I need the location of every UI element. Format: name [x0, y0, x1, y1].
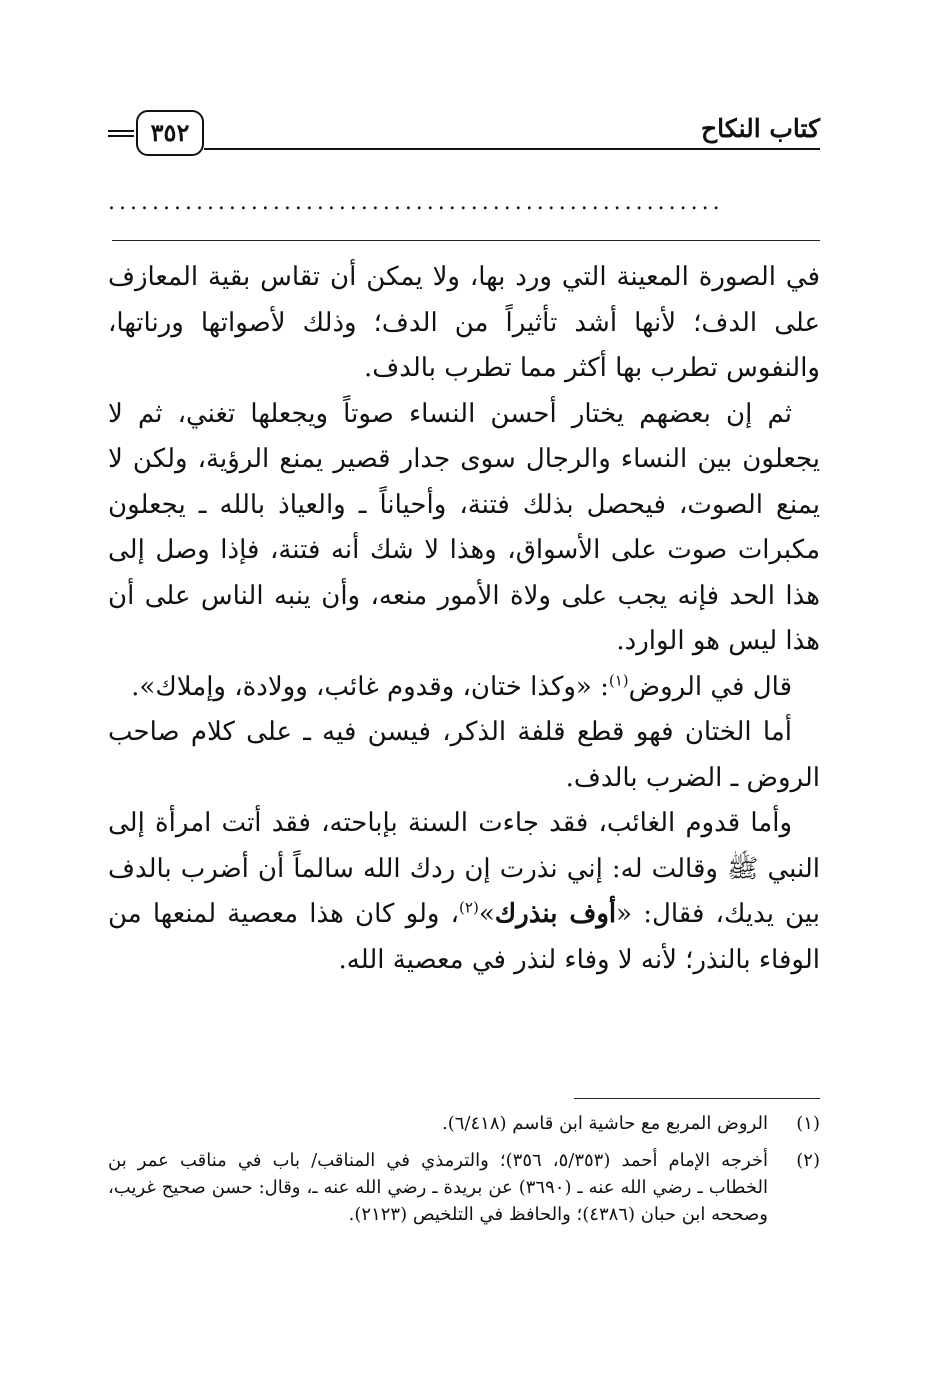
paragraph-5-quote-close: »: [478, 899, 495, 929]
footnote-2: [108, 1147, 820, 1228]
footnote-ref-1[interactable]: (١): [608, 670, 629, 689]
hadith-quote: أوف بنذرك: [494, 899, 617, 929]
header-rule-left: [108, 130, 134, 132]
paragraph-3-text-a: قال في الروض: [628, 671, 792, 702]
footnote-rule: [574, 1098, 820, 1099]
footnote-number: (٢): [796, 1150, 820, 1171]
footnote-number: (١): [796, 1113, 820, 1134]
paragraph-3: [108, 665, 820, 711]
paragraph-1: في الصورة المعينة التي ورد بها، ولا يمكن أن تقاس بقية المعازف على الدف؛ لأنها أشد تأثيراً من الدف؛ وذلك لأصواتها ورناتها، والنفوس تطرب بها أكثر مما تطرب بالدف.: [108, 262, 820, 383]
paragraph-5-text-c: ، ولو كان هذا معصية لمنعها من الوفاء بالنذر؛ لأنه لا وفاء لنذر في معصية الله.: [108, 899, 820, 975]
footnote-1: [108, 1110, 820, 1137]
page-header: [108, 104, 820, 162]
page-number: ٣٥٢: [136, 110, 204, 156]
header-rule: [204, 148, 820, 150]
footnotes: [108, 1110, 820, 1238]
paragraph-3-text-b: : «وكذا ختان، وقدوم غائب، وولادة، وإملاك».: [131, 671, 609, 702]
paragraph-2: ثم إن بعضهم يختار أحسن النساء صوتاً ويجعلها تغني، ثم لا يجعلون بين النساء والرجال سوى جدار قصير يمنع الرؤية، ولكن لا يمنع الصوت، فيحصل بذلك فتنة، وأحياناً ـ والعياذ بالله ـ يجعلون مكبرات صوت على الأسواق، وهذا لا شك أنه فتنة، فإذا وصل إلى هذا الحد فإنه يجب على ولاة الأمور منعه، وأن ينبه الناس على أن هذا ليس هو الوارد.: [108, 398, 820, 656]
paragraph-5-text-a: وأما قدوم الغائب، فقد جاءت السنة بإباحته، فقد أتت امرأة إلى النبي ﷺ وقالت له: إني نذرت إن ردك الله سالماً أن أضرب بالدف بين يديك، فقال: «: [108, 808, 821, 929]
header-rule-left-2: [108, 135, 134, 137]
footnote-ref-2[interactable]: (٢): [459, 898, 479, 917]
footnote-text: أخرجه الإمام أحمد (٥/٣٥٣، ٣٥٦)؛ والترمذي في المناقب/ باب في مناقب عمر بن الخطاب ـ رضي الله عنه ـ (٣٦٩٠) عن بريدة ـ رضي الله عنه ـ، وقال: حسن صحيح غريب، وصححه ابن حبان (٤٣٨٦)؛ والحافظ في التلخيص (٢١٢٣).: [108, 1150, 769, 1225]
top-rule: [112, 240, 820, 241]
paragraph-4: أما الختان فهو قطع قلفة الذكر، فيسن فيه ـ على كلام صاحب الروض ـ الضرب بالدف.: [108, 717, 820, 793]
footnote-text: الروض المربع مع حاشية ابن قاسم (٦/٤١٨).: [442, 1113, 768, 1134]
running-title: كتاب النكاح: [701, 114, 820, 143]
main-text: [108, 255, 820, 983]
paragraph-5: [108, 801, 820, 983]
omission-dots: ........................................................: [108, 190, 724, 215]
